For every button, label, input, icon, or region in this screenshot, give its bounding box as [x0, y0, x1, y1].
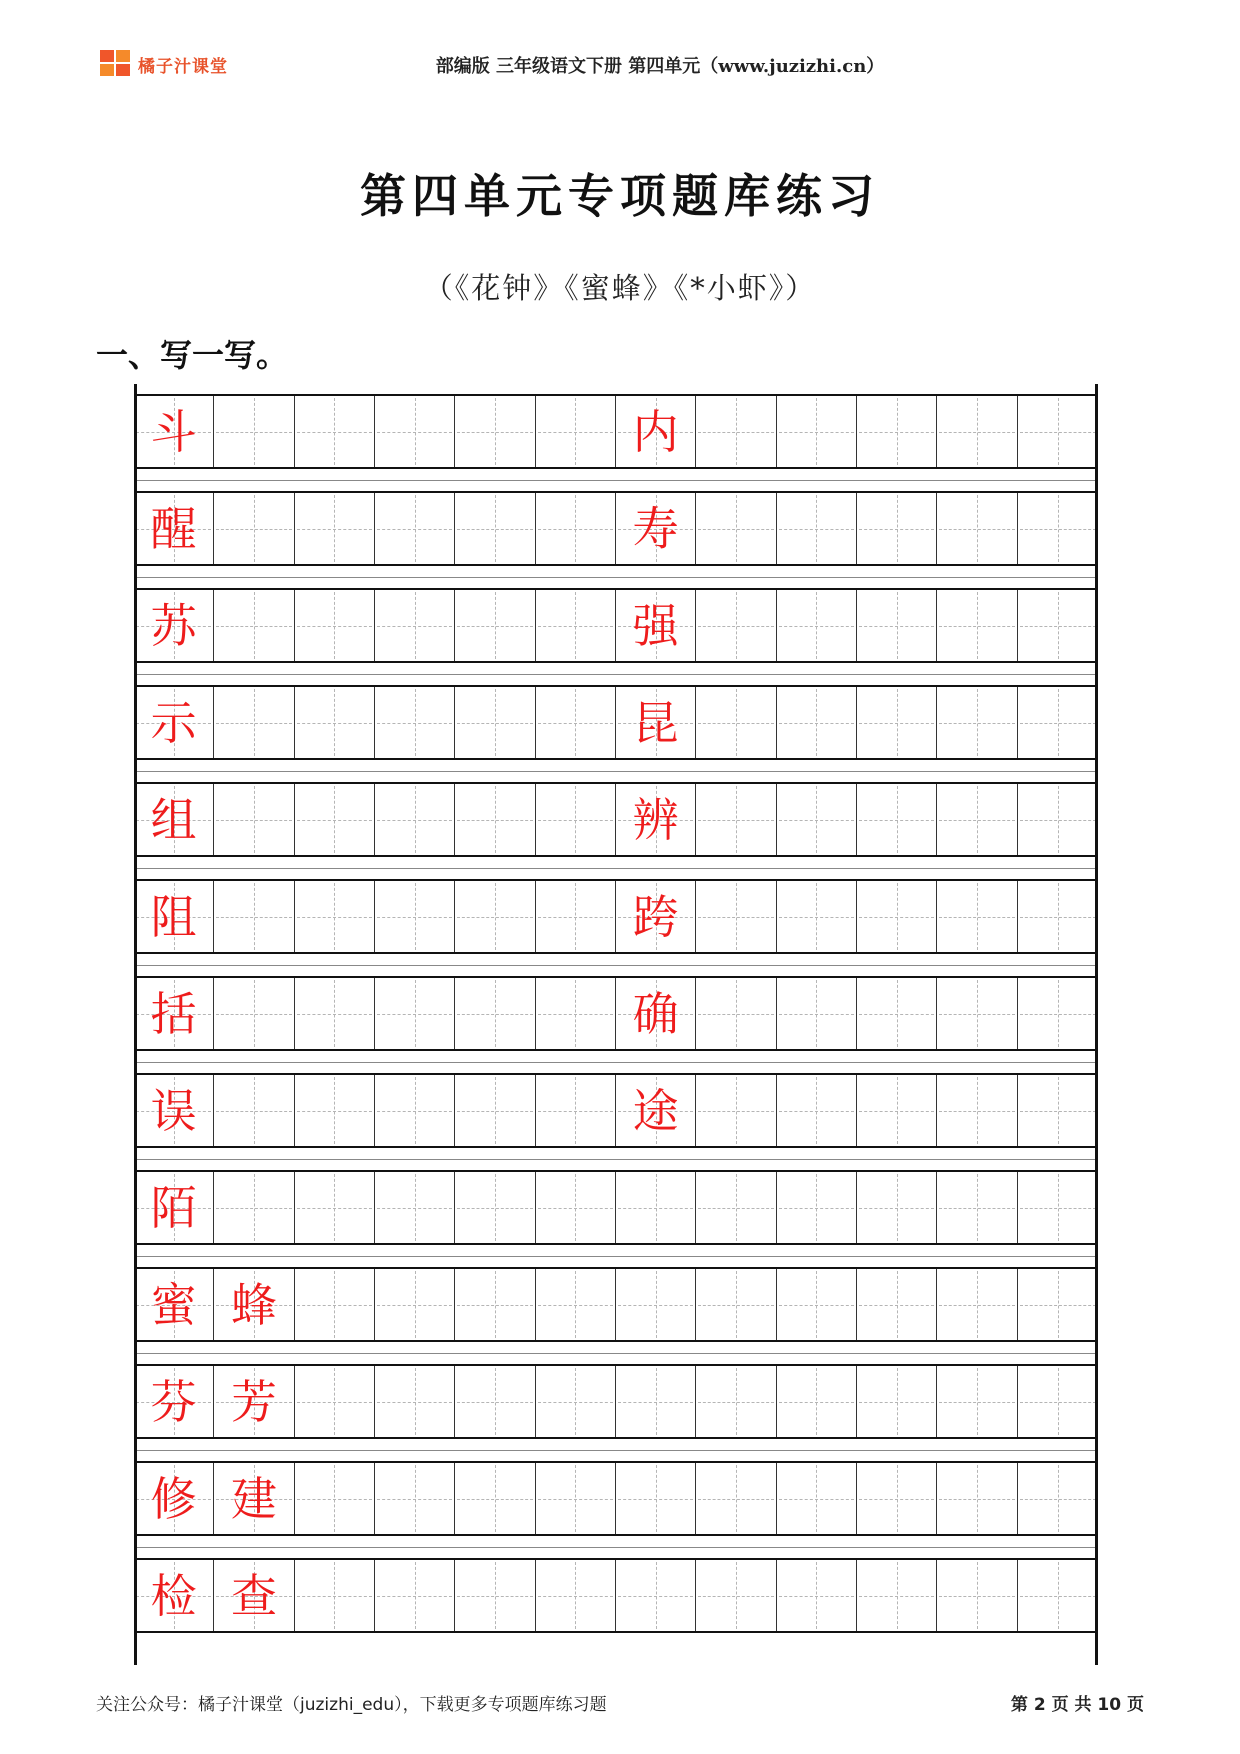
grid-cell[interactable] [375, 1463, 455, 1534]
grid-cell[interactable] [536, 687, 616, 758]
grid-cell[interactable] [616, 1172, 696, 1243]
grid-cell[interactable] [857, 590, 937, 661]
writing-grid [134, 384, 1098, 1665]
grid-cell[interactable] [455, 881, 535, 952]
model-character: 芬 [150, 1374, 197, 1429]
model-character: 寿 [632, 501, 679, 556]
grid-cell[interactable] [1018, 881, 1098, 952]
grid-cell[interactable] [375, 1172, 455, 1243]
grid-cell[interactable] [616, 687, 696, 758]
grid-cell[interactable] [375, 396, 455, 467]
grid-row [134, 685, 1098, 760]
grid-cell[interactable] [134, 687, 214, 758]
grid-cell[interactable] [777, 978, 857, 1049]
page-subtitle: （《花钟》《蜜蜂》《*小虾》） [423, 271, 817, 305]
grid-cell[interactable] [616, 1269, 696, 1340]
model-character: 跨 [632, 889, 679, 944]
grid-cell[interactable] [295, 1560, 375, 1631]
row-separator [134, 577, 1098, 578]
grid-cell[interactable] [777, 590, 857, 661]
model-character: 苏 [150, 598, 197, 653]
row-separator [134, 868, 1098, 869]
model-character: 阻 [150, 889, 197, 944]
grid-cell[interactable] [214, 493, 294, 564]
grid-cell[interactable] [937, 978, 1017, 1049]
grid-cell[interactable] [616, 396, 696, 467]
grid-row [134, 1461, 1098, 1536]
grid-cell[interactable] [295, 687, 375, 758]
grid-cell[interactable] [937, 1560, 1017, 1631]
grid-cell[interactable] [536, 1560, 616, 1631]
grid-cell[interactable] [214, 1075, 294, 1146]
grid-cell[interactable] [536, 590, 616, 661]
grid-cell[interactable] [777, 396, 857, 467]
grid-cell[interactable] [1018, 1269, 1098, 1340]
grid-right-border [1095, 384, 1098, 1665]
grid-cell[interactable] [937, 784, 1017, 855]
grid-cell[interactable] [857, 1366, 937, 1437]
grid-cell[interactable] [134, 1075, 214, 1146]
grid-cell[interactable] [777, 1075, 857, 1146]
grid-row [134, 976, 1098, 1051]
grid-cell[interactable] [295, 1463, 375, 1534]
section-heading: 一、写一写。 [96, 336, 289, 374]
grid-cell[interactable] [857, 1560, 937, 1631]
model-character: 误 [150, 1083, 197, 1138]
row-separator [134, 1256, 1098, 1257]
grid-cell[interactable] [696, 687, 776, 758]
model-character: 蜜 [150, 1277, 197, 1332]
grid-cell[interactable] [455, 396, 535, 467]
grid-cell[interactable] [295, 1366, 375, 1437]
page-title: 第四单元专项题库练习 [360, 169, 880, 223]
grid-cell[interactable] [777, 881, 857, 952]
grid-cell[interactable] [777, 784, 857, 855]
grid-cell[interactable] [696, 1366, 776, 1437]
grid-cell[interactable] [214, 396, 294, 467]
model-character: 修 [150, 1471, 197, 1526]
grid-cell[interactable] [214, 881, 294, 952]
grid-cell[interactable] [214, 1269, 294, 1340]
grid-cell[interactable] [1018, 1366, 1098, 1437]
grid-cell[interactable] [295, 978, 375, 1049]
grid-cell[interactable] [937, 1172, 1017, 1243]
grid-cell[interactable] [777, 687, 857, 758]
grid-cell[interactable] [536, 1366, 616, 1437]
grid-cell[interactable] [777, 1463, 857, 1534]
grid-cell[interactable] [375, 1366, 455, 1437]
grid-cell[interactable] [857, 687, 937, 758]
grid-cell[interactable] [536, 1075, 616, 1146]
grid-cell[interactable] [777, 1560, 857, 1631]
model-character: 括 [150, 986, 197, 1041]
grid-cell[interactable] [857, 1075, 937, 1146]
grid-cell[interactable] [134, 1463, 214, 1534]
model-character: 检 [150, 1568, 197, 1623]
grid-cell[interactable] [1018, 493, 1098, 564]
model-character: 途 [632, 1083, 679, 1138]
grid-cell[interactable] [777, 1172, 857, 1243]
grid-row [134, 879, 1098, 954]
grid-cell[interactable] [616, 784, 696, 855]
grid-row [134, 1170, 1098, 1245]
grid-cell[interactable] [536, 784, 616, 855]
model-character: 蜂 [230, 1277, 277, 1332]
grid-cell[interactable] [455, 1366, 535, 1437]
row-separator [134, 1353, 1098, 1354]
header-title: 部编版 三年级语文下册 第四单元（www.juzizhi.cn） [435, 56, 885, 77]
grid-cell[interactable] [937, 1075, 1017, 1146]
grid-cell[interactable] [455, 1269, 535, 1340]
model-character: 醒 [150, 501, 197, 556]
grid-cell[interactable] [777, 1269, 857, 1340]
grid-row [134, 1073, 1098, 1148]
grid-cell[interactable] [536, 978, 616, 1049]
grid-cell[interactable] [937, 1463, 1017, 1534]
grid-cell[interactable] [214, 590, 294, 661]
grid-cell[interactable] [134, 1269, 214, 1340]
grid-cell[interactable] [937, 590, 1017, 661]
grid-cell[interactable] [375, 493, 455, 564]
grid-cell[interactable] [214, 687, 294, 758]
row-separator [134, 1547, 1098, 1548]
model-character: 示 [150, 695, 197, 750]
grid-cell[interactable] [616, 978, 696, 1049]
grid-row [134, 491, 1098, 566]
grid-cell[interactable] [455, 784, 535, 855]
grid-cell[interactable] [295, 784, 375, 855]
grid-cell[interactable] [295, 881, 375, 952]
grid-cell[interactable] [1018, 1463, 1098, 1534]
grid-cell[interactable] [134, 784, 214, 855]
grid-cell[interactable] [455, 1172, 535, 1243]
grid-cell[interactable] [455, 1075, 535, 1146]
grid-row [134, 588, 1098, 663]
page-number: 第 2 页 共 10 页 [1010, 1695, 1144, 1715]
grid-cell[interactable] [455, 1463, 535, 1534]
grid-row [134, 1267, 1098, 1342]
model-character: 内 [632, 404, 679, 459]
grid-cell[interactable] [536, 1463, 616, 1534]
grid-cell[interactable] [134, 881, 214, 952]
grid-cell[interactable] [857, 1269, 937, 1340]
grid-cell[interactable] [455, 493, 535, 564]
grid-cell[interactable] [214, 1172, 294, 1243]
grid-cell[interactable] [134, 978, 214, 1049]
grid-cell[interactable] [937, 493, 1017, 564]
grid-cell[interactable] [857, 396, 937, 467]
grid-cell[interactable] [857, 493, 937, 564]
grid-cell[interactable] [696, 1560, 776, 1631]
grid-cell[interactable] [375, 784, 455, 855]
model-character: 确 [632, 986, 679, 1041]
grid-cell[interactable] [134, 1172, 214, 1243]
grid-cell[interactable] [616, 1463, 696, 1534]
grid-cell[interactable] [696, 1075, 776, 1146]
grid-cell[interactable] [134, 590, 214, 661]
grid-cell[interactable] [857, 784, 937, 855]
row-separator [134, 771, 1098, 772]
grid-cell[interactable] [1018, 590, 1098, 661]
grid-cell[interactable] [536, 881, 616, 952]
grid-cell[interactable] [857, 1463, 937, 1534]
grid-cell[interactable] [937, 881, 1017, 952]
grid-cell[interactable] [1018, 1560, 1098, 1631]
grid-cell[interactable] [777, 1366, 857, 1437]
row-separator [134, 1450, 1098, 1451]
grid-cell[interactable] [696, 590, 776, 661]
grid-cell[interactable] [375, 978, 455, 1049]
model-character: 芳 [230, 1374, 277, 1429]
grid-cell[interactable] [536, 1269, 616, 1340]
grid-cell[interactable] [295, 396, 375, 467]
grid-cell[interactable] [455, 1560, 535, 1631]
model-character: 辨 [632, 792, 679, 847]
row-separator [134, 480, 1098, 481]
grid-cell[interactable] [696, 1269, 776, 1340]
grid-cell[interactable] [857, 1172, 937, 1243]
grid-cell[interactable] [295, 590, 375, 661]
grid-cell[interactable] [1018, 1172, 1098, 1243]
grid-cell[interactable] [1018, 396, 1098, 467]
grid-cell[interactable] [616, 493, 696, 564]
grid-cell[interactable] [857, 881, 937, 952]
grid-cell[interactable] [616, 1075, 696, 1146]
model-character: 查 [230, 1568, 277, 1623]
grid-cell[interactable] [777, 493, 857, 564]
row-separator [134, 1159, 1098, 1160]
model-character: 昆 [632, 695, 679, 750]
logo-text: 橘子汁课堂 [138, 56, 228, 77]
grid-row [134, 782, 1098, 857]
grid-cell[interactable] [696, 396, 776, 467]
row-separator [134, 674, 1098, 675]
grid-cell[interactable] [375, 1269, 455, 1340]
grid-cell[interactable] [616, 590, 696, 661]
grid-cell[interactable] [937, 687, 1017, 758]
grid-cell[interactable] [375, 881, 455, 952]
grid-cell[interactable] [375, 1560, 455, 1631]
grid-cell[interactable] [375, 590, 455, 661]
grid-cell[interactable] [455, 978, 535, 1049]
grid-cell[interactable] [616, 1366, 696, 1437]
grid-cell[interactable] [134, 493, 214, 564]
grid-row [134, 1364, 1098, 1439]
row-separator [134, 965, 1098, 966]
grid-cell[interactable] [214, 1560, 294, 1631]
grid-cell[interactable] [455, 590, 535, 661]
grid-cell[interactable] [937, 396, 1017, 467]
grid-cell[interactable] [295, 1075, 375, 1146]
grid-cell[interactable] [1018, 1075, 1098, 1146]
grid-cell[interactable] [134, 396, 214, 467]
model-character: 强 [632, 598, 679, 653]
grid-cell[interactable] [937, 1269, 1017, 1340]
grid-cell[interactable] [455, 687, 535, 758]
grid-cell[interactable] [214, 1463, 294, 1534]
grid-cell[interactable] [696, 1463, 776, 1534]
grid-cell[interactable] [1018, 784, 1098, 855]
grid-cell[interactable] [214, 978, 294, 1049]
grid-row [134, 394, 1098, 469]
grid-cell[interactable] [536, 493, 616, 564]
grid-cell[interactable] [375, 687, 455, 758]
footer-promo: 关注公众号：橘子汁课堂（juzizhi_edu），下载更多专项题库练习题 [96, 1695, 607, 1715]
model-character: 建 [230, 1471, 277, 1526]
grid-cell[interactable] [536, 1172, 616, 1243]
grid-cell[interactable] [134, 1366, 214, 1437]
grid-cell[interactable] [696, 784, 776, 855]
row-separator [134, 1062, 1098, 1063]
grid-cell[interactable] [857, 978, 937, 1049]
grid-cell[interactable] [1018, 687, 1098, 758]
grid-cell[interactable] [214, 1366, 294, 1437]
model-character: 斗 [150, 404, 197, 459]
grid-cell[interactable] [696, 1172, 776, 1243]
grid-cell[interactable] [937, 1366, 1017, 1437]
grid-cell[interactable] [375, 1075, 455, 1146]
grid-cell[interactable] [696, 493, 776, 564]
grid-cell[interactable] [295, 1269, 375, 1340]
grid-row [134, 1558, 1098, 1633]
grid-cell[interactable] [295, 1172, 375, 1243]
grid-cell[interactable] [616, 1560, 696, 1631]
grid-cell[interactable] [295, 493, 375, 564]
grid-cell[interactable] [214, 784, 294, 855]
grid-cell[interactable] [1018, 978, 1098, 1049]
model-character: 组 [150, 792, 197, 847]
grid-cell[interactable] [696, 978, 776, 1049]
grid-cell[interactable] [696, 881, 776, 952]
grid-cell[interactable] [536, 396, 616, 467]
grid-cell[interactable] [616, 881, 696, 952]
grid-cell[interactable] [134, 1560, 214, 1631]
model-character: 陌 [150, 1180, 197, 1235]
